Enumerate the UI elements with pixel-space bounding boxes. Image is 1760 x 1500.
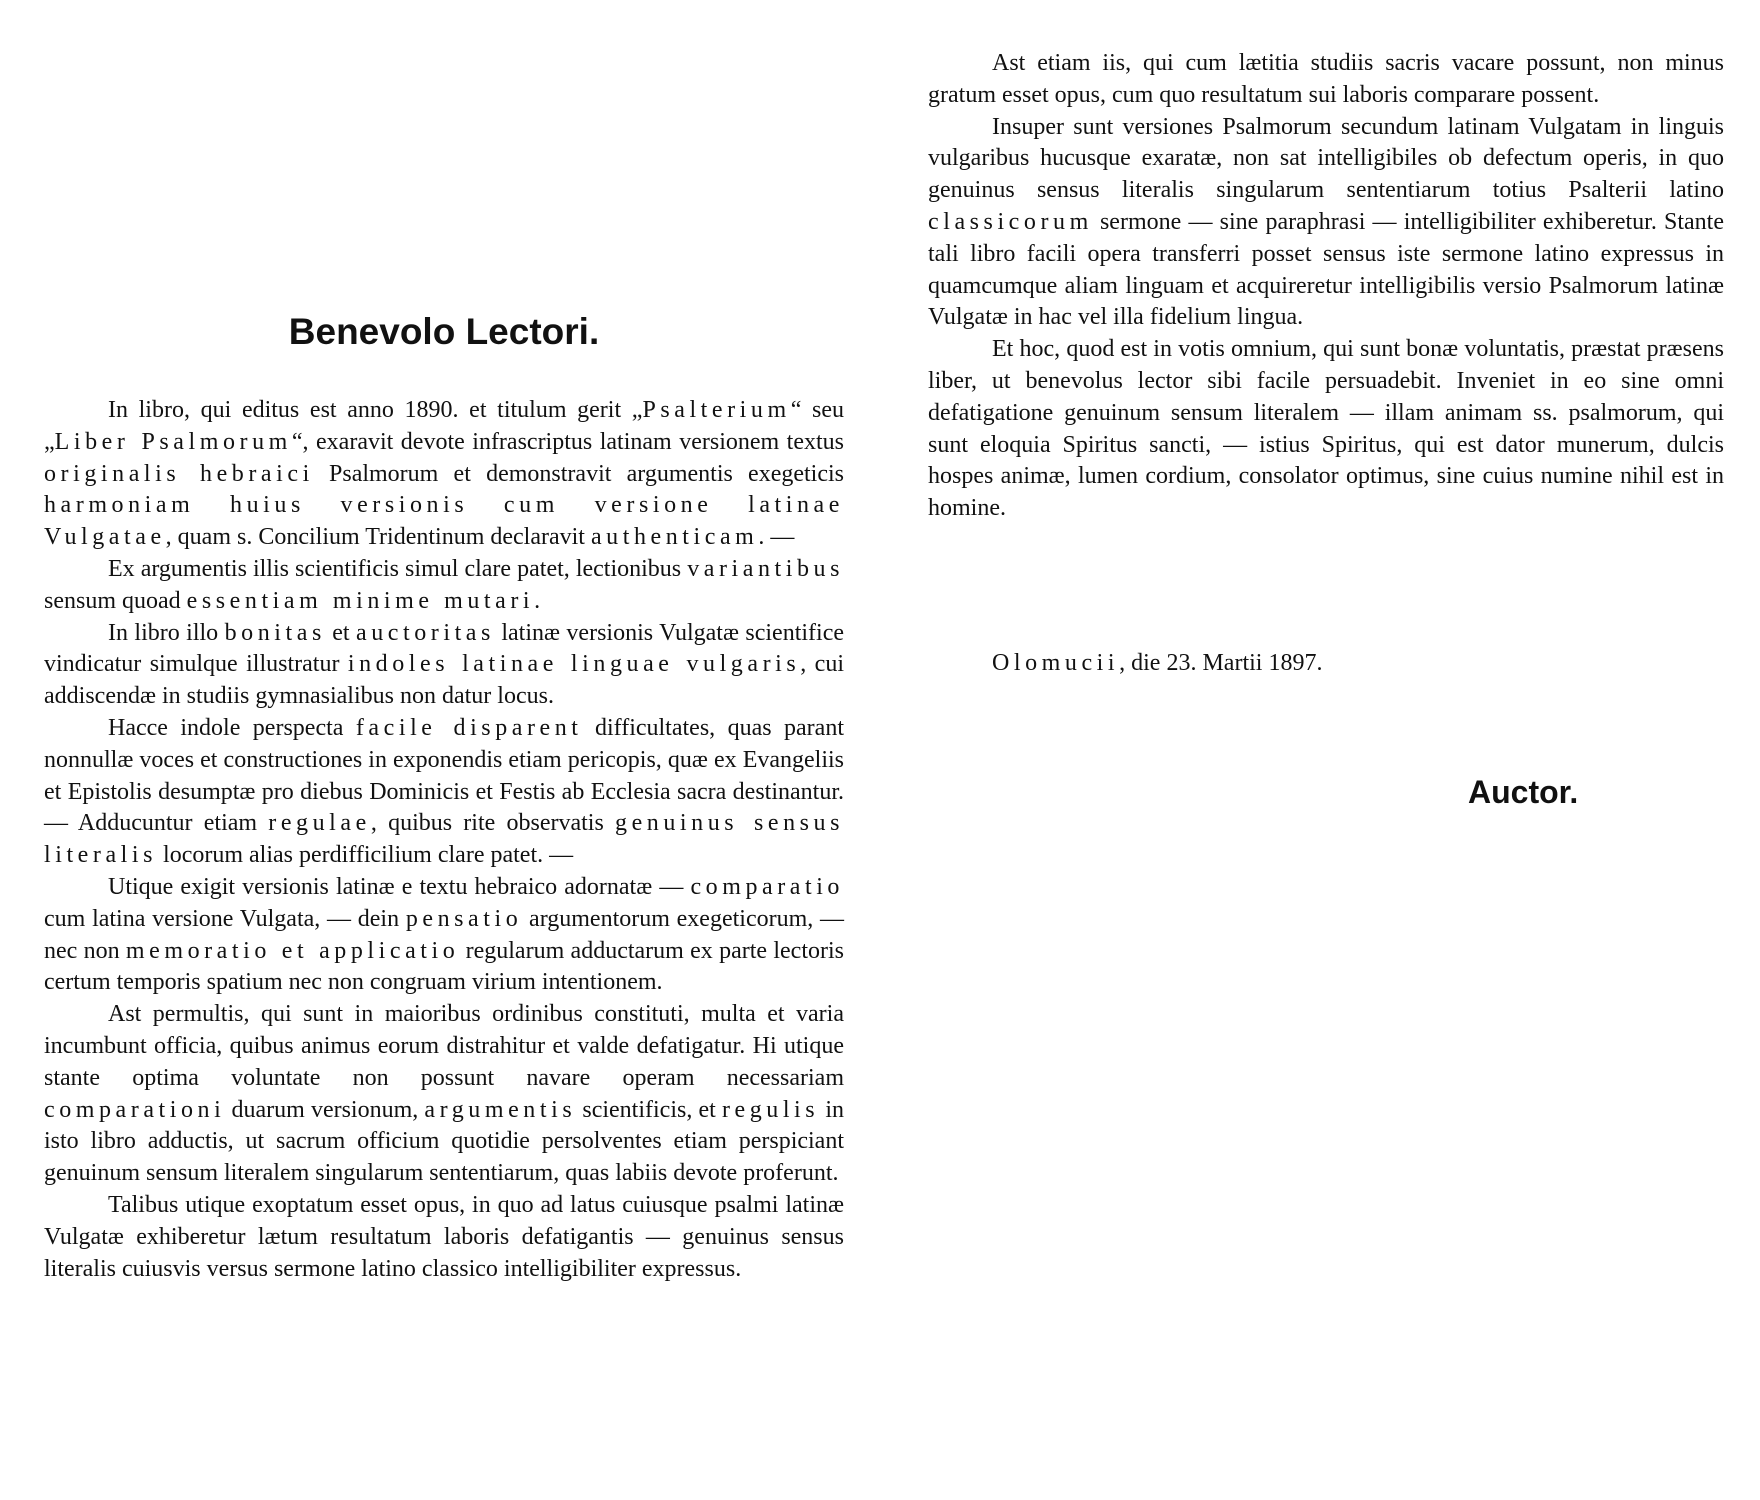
text: regularum adductarum ex parte lectoris certum temporis spatium nec non congruam virium intentionem. (44, 937, 844, 996)
spaced-text: comparationi (44, 1096, 226, 1123)
right-body (928, 48, 1724, 525)
text: difficultates, quas parant nonnullæ voces et constructiones in exponendis etiam pericopis, quæ ex Evangeliis et Epistolis desumptæ pro diebus Dominicis et Festis ab Ecclesia sacra destinantur. — Adducuntur etiam (44, 714, 844, 837)
text: Ex argumentis illis scientificis simul clare patet, lectionibus (108, 555, 688, 582)
page-title: Benevolo Lectori. (288, 311, 600, 352)
spaced-text: facile disparent (355, 714, 583, 741)
text: duarum versionum, (225, 1096, 425, 1123)
paragraph-6 (44, 999, 844, 1190)
left-body (44, 395, 844, 1285)
spaced-text: regulae (268, 810, 371, 837)
text: Hacce indole perspecta (108, 714, 356, 741)
paragraph-5 (44, 872, 844, 999)
spaced-text: authenticam (590, 524, 759, 551)
text: “, exaravit devote infrascriptus latinam versionem textus (291, 428, 845, 455)
spaced-text: originalis hebraici (44, 460, 314, 487)
paragraph-7: Talibus utique exoptatum esset opus, in quo ad latus cuiusque psalmi latinæ Vulgatæ exhiberetur lætum resultatum laboris defatigantis — genuinus sensus literalis cuiusvis versus sermone latino classico intelligibiliter expressus. (44, 1191, 844, 1282)
spaced-text: pensatio (405, 905, 523, 932)
paragraph-8: Ast etiam iis, qui cum lætitia studiis sacris vacare possunt, non minus gratum esset opus, cum quo resultatum sui laboris comparare possent. (928, 50, 1724, 108)
text: . (534, 587, 541, 614)
spaced-text: classicorum (928, 208, 1093, 235)
text: , cui addiscendæ in studiis gymnasialibus non datur locus. (44, 651, 844, 710)
text: in isto libro adductis, ut sacrum officium quotidie persolventes etiam perspiciant genuinum sensum literalem singularum sententiarum, quas labiis devote proferunt. (44, 1096, 844, 1187)
spaced-text: comparatio (690, 873, 844, 900)
text: , quibus rite observatis (370, 810, 616, 837)
text: Ast permultis, qui sunt in maioribus ordinibus constituti, multa et varia incumbunt officia, quibus animus eorum distrahitur et valde defatigatur. Hi utique stante optima voluntate non possunt navare operam necessariam (44, 1001, 844, 1091)
text: Utique exigit versionis latinæ e textu hebraico adornatæ — (108, 873, 691, 900)
text: sensum quoad (44, 587, 187, 614)
text: sermone — sine paraphrasi — intelligibiliter exhiberetur. Stante tali libro facili opera transferri posset sensus iste sermone latino expressus in quamcumque aliam linguam et acquireretur intelligibilis versio Psalmorum latinæ Vulgatæ in hac vel illa fidelium lingua. (928, 208, 1724, 331)
date-line (992, 648, 1322, 680)
text: In libro, qui editus est anno 1890. et titulum gerit „ (108, 397, 643, 423)
text: scientificis, et (576, 1096, 722, 1123)
paragraph-3 (44, 618, 844, 713)
spaced-text: bonitas (224, 619, 326, 646)
text: Psalmorum et demonstravit argumentis exegeticis (313, 460, 844, 487)
paragraph-4 (44, 713, 844, 872)
spaced-text: indoles latinae linguae vulgaris (347, 651, 801, 678)
text: argumentorum exegeticorum, — nec non (44, 905, 844, 964)
spaced-text: essentiam minime mutari (186, 587, 535, 614)
signature: Auctor. (1468, 774, 1579, 810)
paragraph-2 (44, 554, 844, 618)
spaced-text: auctoritas (356, 619, 495, 646)
spaced-text: harmoniam huius versionis cum versione latinae Vulgatae (44, 492, 844, 551)
text: Insuper sunt versiones Psalmorum secundum latinam Vulgatam in linguis vulgaribus hucusque exaratæ, non sat intelligibiles ob defectum operis, in quo genuinus sensus literalis singularum sententiarum totius Psalterii latino (928, 113, 1724, 204)
place-name: Olomucii (992, 650, 1120, 676)
paragraph-1 (44, 395, 844, 554)
spaced-text: genuinus sensus literalis (44, 810, 844, 869)
text: locorum alias perdifficilium clare patet. — (157, 842, 574, 869)
spaced-text: Liber Psalmorum (54, 428, 292, 455)
spaced-text: Psalterium (642, 397, 791, 423)
text: latinæ versionis Vulgatæ scientifice vindicatur simulque illustratur (44, 619, 844, 678)
paragraph-10: Et hoc, quod est in votis omnium, qui sunt bonæ voluntatis, præstat præsens liber, ut benevolus lector sibi facile persuadebit. Inveniet in eo sine omni defatigatione genuinum sensum literalem — illam animam ss. psalmorum, qui sunt eloquia Spiritus sancti, — istius Spiritus, qui est dator munerum, dulcis hospes animæ, lumen cordium, consolator optimus, sine cuius numine nihil est in homine. (928, 336, 1724, 522)
spaced-text: argumentis (424, 1096, 577, 1123)
date-text: , die 23. Martii 1897. (1119, 650, 1323, 676)
spaced-text: regulis (721, 1096, 820, 1123)
spaced-text: memoratio et applicatio (125, 937, 460, 964)
text: In libro illo (108, 619, 225, 646)
text: cum latina versione Vulgata, — dein (44, 905, 406, 932)
text: “ seu „ (44, 397, 844, 455)
text: . — (758, 524, 795, 551)
text: , quam s. Concilium Tridentinum declaravit (165, 524, 591, 551)
paragraph-9 (928, 112, 1724, 335)
spaced-text: variantibus (687, 555, 844, 582)
text: et (325, 619, 357, 646)
